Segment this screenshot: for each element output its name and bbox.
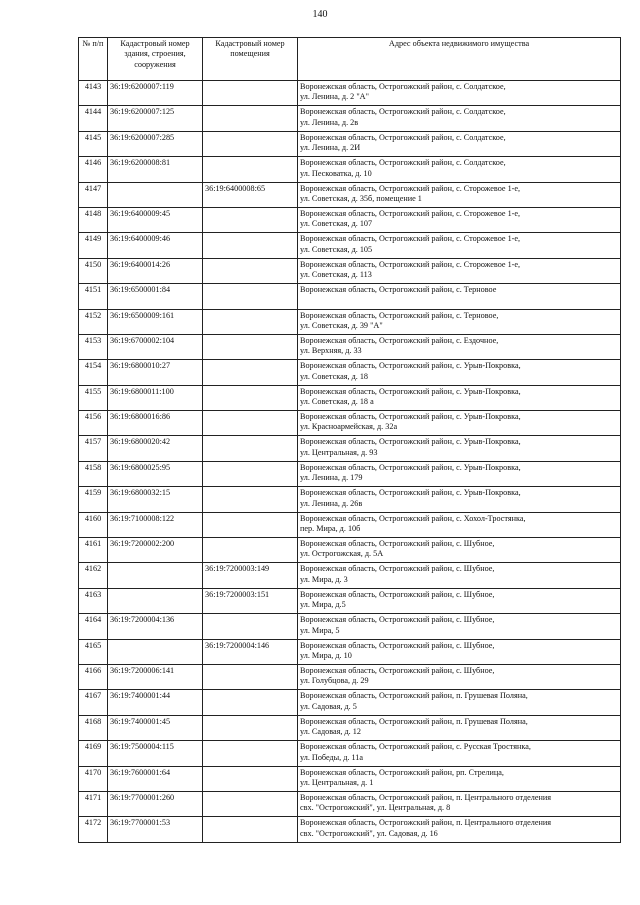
object-address — [298, 791, 621, 816]
row-number: 4143 — [79, 81, 108, 106]
object-address — [298, 233, 621, 258]
building-cadastral-number: 36:19:7200004:136 — [108, 614, 203, 639]
address-line-2: ул. Ленина, д. 2И — [300, 143, 361, 153]
row-number: 4156 — [79, 411, 108, 436]
building-cadastral-number — [108, 588, 203, 613]
address-line-2: ул. Советская, д. 18 а — [300, 397, 374, 407]
row-number: 4151 — [79, 284, 108, 309]
object-address — [298, 385, 621, 410]
table-row — [79, 538, 621, 563]
object-address — [298, 207, 621, 232]
table-row — [79, 233, 621, 258]
row-number: 4170 — [79, 766, 108, 791]
address-line-1: Воронежская область, Острогожский район, с. Урыв-Покровка, — [300, 462, 521, 472]
premises-cadastral-number — [203, 791, 298, 816]
address-line-1: Воронежская область, Острогожский район, с. Терновое, — [300, 310, 499, 320]
premises-cadastral-number: 36:19:7200004:146 — [203, 639, 298, 664]
row-number: 4159 — [79, 487, 108, 512]
building-cadastral-number: 36:19:6800032:15 — [108, 487, 203, 512]
table-row — [79, 207, 621, 232]
address-line-2: ул. Верхняя, д. 33 — [300, 346, 362, 356]
table-row — [79, 131, 621, 156]
object-address — [298, 411, 621, 436]
address-line-1: Воронежская область, Острогожский район, с. Сторожевое 1-е, — [300, 259, 521, 269]
row-number: 4148 — [79, 207, 108, 232]
address-line-1: Воронежская область, Острогожский район, с. Солдатское, — [300, 158, 506, 168]
row-number: 4163 — [79, 588, 108, 613]
building-cadastral-number: 36:19:6400014:26 — [108, 258, 203, 283]
header-building-cadastral: Кадастровый номер здания, строения, сооружения — [108, 38, 203, 81]
row-number: 4161 — [79, 538, 108, 563]
table-row — [79, 334, 621, 359]
object-address — [298, 741, 621, 766]
building-cadastral-number: 36:19:6500009:161 — [108, 309, 203, 334]
table-body — [79, 81, 621, 843]
address-line-1: Воронежская область, Острогожский район, с. Сторожевое 1-е, — [300, 183, 521, 193]
building-cadastral-number: 36:19:7400001:44 — [108, 690, 203, 715]
premises-cadastral-number — [203, 233, 298, 258]
address-line-2: ул. Ленина, д. 2 "А" — [300, 92, 369, 102]
table-header — [79, 38, 621, 81]
address-line-1: Воронежская область, Острогожский район, с. Урыв-Покровка, — [300, 361, 521, 371]
registry-table — [78, 37, 621, 843]
premises-cadastral-number — [203, 715, 298, 740]
address-line-2: ул. Мира, д. 10 — [300, 651, 352, 660]
address-line-1: Воронежская область, Острогожский район, с. Солдатское, — [300, 82, 506, 91]
premises-cadastral-number — [203, 157, 298, 182]
premises-cadastral-number — [203, 487, 298, 512]
premises-cadastral-number — [203, 81, 298, 106]
premises-cadastral-number — [203, 538, 298, 563]
address-line-1: Воронежская область, Острогожский район, с. Солдатское, — [300, 132, 506, 142]
premises-cadastral-number — [203, 360, 298, 385]
premises-cadastral-number — [203, 461, 298, 486]
building-cadastral-number: 36:19:6200007:119 — [108, 81, 203, 106]
address-line-1: Воронежская область, Острогожский район, с. Сторожевое 1-е, — [300, 208, 521, 218]
table-row — [79, 106, 621, 131]
row-number: 4162 — [79, 563, 108, 588]
object-address — [298, 258, 621, 283]
table-row — [79, 81, 621, 106]
table-row — [79, 741, 621, 766]
table-row — [79, 817, 621, 842]
premises-cadastral-number — [203, 817, 298, 842]
table-row — [79, 791, 621, 816]
address-line-1: Воронежская область, Острогожский район, с. Урыв-Покровка, — [300, 488, 521, 498]
address-line-1: Воронежская область, Острогожский район, с. Урыв-Покровка, — [300, 437, 521, 447]
building-cadastral-number: 36:19:7200002:200 — [108, 538, 203, 563]
table-row — [79, 766, 621, 791]
address-line-1: Воронежская область, Острогожский район, с. Урыв-Покровка, — [300, 386, 521, 396]
table-row — [79, 436, 621, 461]
object-address — [298, 639, 621, 664]
table-row — [79, 182, 621, 207]
building-cadastral-number: 36:19:6800010:27 — [108, 360, 203, 385]
address-line-2: ул. Мира, 5 — [300, 625, 340, 635]
row-number: 4166 — [79, 664, 108, 689]
table-row — [79, 309, 621, 334]
building-cadastral-number: 36:19:7700001:260 — [108, 791, 203, 816]
address-line-1: Воронежская область, Острогожский район, с. Ездочное, — [300, 335, 499, 345]
table-row — [79, 715, 621, 740]
row-number: 4169 — [79, 741, 108, 766]
row-number: 4171 — [79, 791, 108, 816]
building-cadastral-number — [108, 563, 203, 588]
premises-cadastral-number — [203, 411, 298, 436]
premises-cadastral-number — [203, 258, 298, 283]
address-line-2: ул. Советская, д. 35б, помещение 1 — [300, 193, 422, 203]
row-number: 4158 — [79, 461, 108, 486]
address-line-1: Воронежская область, Острогожский район, с. Терновое — [300, 285, 497, 295]
address-line-2: ул. Центральная, д. 1 — [300, 777, 374, 787]
row-number: 4164 — [79, 614, 108, 639]
row-number: 4149 — [79, 233, 108, 258]
table-row — [79, 157, 621, 182]
table-row — [79, 360, 621, 385]
object-address — [298, 131, 621, 156]
address-line-2: ул. Советская, д. 39 "А" — [300, 320, 383, 330]
building-cadastral-number: 36:19:7100008:122 — [108, 512, 203, 537]
table-row — [79, 639, 621, 664]
premises-cadastral-number — [203, 106, 298, 131]
address-line-1: Воронежская область, Острогожский район, с. Урыв-Покровка, — [300, 412, 521, 422]
premises-cadastral-number — [203, 766, 298, 791]
premises-cadastral-number — [203, 207, 298, 232]
address-line-2: ул. Ленина, д. 2в — [300, 117, 359, 127]
object-address — [298, 715, 621, 740]
object-address — [298, 182, 621, 207]
building-cadastral-number: 36:19:7500004:115 — [108, 741, 203, 766]
building-cadastral-number: 36:19:7700001:53 — [108, 817, 203, 842]
table-row — [79, 284, 621, 309]
address-line-2: свх. "Острогожский", ул. Садовая, д. 16 — [300, 828, 438, 838]
building-cadastral-number: 36:19:6700002:104 — [108, 334, 203, 359]
address-line-2: ул. Красноармейская, д. 32а — [300, 422, 398, 432]
premises-cadastral-number — [203, 741, 298, 766]
row-number: 4172 — [79, 817, 108, 842]
building-cadastral-number: 36:19:6800011:100 — [108, 385, 203, 410]
row-number: 4152 — [79, 309, 108, 334]
row-number: 4168 — [79, 715, 108, 740]
header-row — [79, 38, 621, 81]
building-cadastral-number: 36:19:6800025:95 — [108, 461, 203, 486]
address-line-2: ул. Ленина, д. 179 — [300, 473, 363, 483]
row-number: 4144 — [79, 106, 108, 131]
table-row — [79, 258, 621, 283]
premises-cadastral-number — [203, 131, 298, 156]
row-number: 4165 — [79, 639, 108, 664]
address-line-2: ул. Мира, д. 3 — [300, 574, 348, 584]
page-number: 140 — [312, 9, 328, 20]
address-line-1: Воронежская область, Острогожский район, с. Русская Тростянка, — [300, 742, 531, 752]
table-row — [79, 512, 621, 537]
building-cadastral-number: 36:19:7400001:45 — [108, 715, 203, 740]
object-address — [298, 766, 621, 791]
address-line-2: ул. Советская, д. 18 — [300, 371, 369, 381]
premises-cadastral-number: 36:19:6400008:65 — [203, 182, 298, 207]
object-address — [298, 538, 621, 563]
object-address — [298, 157, 621, 182]
building-cadastral-number — [108, 639, 203, 664]
object-address — [298, 690, 621, 715]
building-cadastral-number: 36:19:6200007:285 — [108, 131, 203, 156]
table-row — [79, 690, 621, 715]
address-line-2: пер. Мира, д. 10б — [300, 524, 361, 534]
premises-cadastral-number — [203, 512, 298, 537]
object-address — [298, 334, 621, 359]
premises-cadastral-number — [203, 664, 298, 689]
object-address — [298, 461, 621, 486]
premises-cadastral-number — [203, 385, 298, 410]
address-line-1: Воронежская область, Острогожский район, с. Шубное, — [300, 640, 495, 650]
building-cadastral-number: 36:19:6800020:42 — [108, 436, 203, 461]
address-line-2: свх. "Острогожский", ул. Центральная, д. 8 — [300, 803, 451, 813]
table-row — [79, 664, 621, 689]
address-line-2: ул. Мира, д.5 — [300, 600, 346, 610]
address-line-1: Воронежская область, Острогожский район, с. Хохол-Тростянка, — [300, 513, 526, 523]
building-cadastral-number: 36:19:6200007:125 — [108, 106, 203, 131]
building-cadastral-number: 36:19:6400009:45 — [108, 207, 203, 232]
object-address — [298, 487, 621, 512]
building-cadastral-number: 36:19:6400009:46 — [108, 233, 203, 258]
address-line-1: Воронежская область, Острогожский район, с. Шубное, — [300, 589, 495, 599]
object-address — [298, 360, 621, 385]
premises-cadastral-number — [203, 690, 298, 715]
address-line-2: ул. Песковатка, д. 10 — [300, 168, 372, 178]
table-row — [79, 385, 621, 410]
address-line-1: Воронежская область, Острогожский район, с. Шубное, — [300, 564, 495, 574]
building-cadastral-number: 36:19:6800016:86 — [108, 411, 203, 436]
address-line-1: Воронежская область, Острогожский район, п. Грушевая Поляна, — [300, 716, 528, 726]
building-cadastral-number: 36:19:7600001:64 — [108, 766, 203, 791]
table-row — [79, 487, 621, 512]
premises-cadastral-number: 36:19:7200003:151 — [203, 588, 298, 613]
object-address — [298, 563, 621, 588]
table-row — [79, 614, 621, 639]
address-line-2: ул. Советская, д. 105 — [300, 244, 373, 254]
address-line-1: Воронежская область, Острогожский район, с. Сторожевое 1-е, — [300, 234, 521, 244]
premises-cadastral-number — [203, 309, 298, 334]
row-number: 4147 — [79, 182, 108, 207]
row-number: 4153 — [79, 334, 108, 359]
table-row — [79, 411, 621, 436]
address-line-2: ул. Голубцова, д. 29 — [300, 676, 369, 686]
address-line-2: ул. Советская, д. 107 — [300, 219, 373, 229]
row-number: 4145 — [79, 131, 108, 156]
row-number: 4150 — [79, 258, 108, 283]
address-line-2: ул. Центральная, д. 93 — [300, 447, 378, 457]
header-address: Адрес объекта недвижимого имущества — [298, 38, 621, 81]
address-line-1: Воронежская область, Острогожский район, п. Грушевая Поляна, — [300, 691, 528, 701]
object-address — [298, 614, 621, 639]
address-line-2: ул. Победы, д. 11а — [300, 752, 364, 762]
object-address — [298, 588, 621, 613]
header-premises-cadastral: Кадастровый номер помещения — [203, 38, 298, 81]
row-number: 4154 — [79, 360, 108, 385]
premises-cadastral-number — [203, 436, 298, 461]
address-line-2: ул. Острогожская, д. 5А — [300, 549, 384, 559]
building-cadastral-number: 36:19:6500001:84 — [108, 284, 203, 309]
object-address — [298, 284, 621, 309]
object-address — [298, 664, 621, 689]
premises-cadastral-number — [203, 334, 298, 359]
building-cadastral-number: 36:19:7200006:141 — [108, 664, 203, 689]
address-line-1: Воронежская область, Острогожский район, п. Центрального отделения — [300, 792, 552, 802]
object-address — [298, 81, 621, 106]
address-line-1: Воронежская область, Острогожский район, п. Центрального отделения — [300, 818, 552, 828]
address-line-1: Воронежская область, Острогожский район, с. Шубное, — [300, 539, 495, 549]
premises-cadastral-number — [203, 284, 298, 309]
object-address — [298, 436, 621, 461]
premises-cadastral-number: 36:19:7200003:149 — [203, 563, 298, 588]
address-line-1: Воронежская область, Острогожский район, с. Шубное, — [300, 615, 495, 625]
address-line-2: ул. Садовая, д. 12 — [300, 727, 361, 737]
address-line-2: ул. Садовая, д. 5 — [300, 701, 357, 711]
row-number: 4155 — [79, 385, 108, 410]
header-num: № п/п — [79, 38, 108, 81]
table-row — [79, 461, 621, 486]
object-address — [298, 106, 621, 131]
object-address — [298, 512, 621, 537]
address-line-1: Воронежская область, Острогожский район, с. Шубное, — [300, 665, 495, 675]
address-line-2: ул. Советская, д. 113 — [300, 270, 372, 280]
table-row — [79, 563, 621, 588]
object-address — [298, 309, 621, 334]
table-row — [79, 588, 621, 613]
address-line-2: ул. Ленина, д. 26в — [300, 498, 363, 508]
object-address — [298, 817, 621, 842]
building-cadastral-number — [108, 182, 203, 207]
address-line-1: Воронежская область, Острогожский район, с. Солдатское, — [300, 107, 506, 117]
premises-cadastral-number — [203, 614, 298, 639]
row-number: 4160 — [79, 512, 108, 537]
address-line-1: Воронежская область, Острогожский район, рп. Стрелица, — [300, 767, 504, 777]
row-number: 4146 — [79, 157, 108, 182]
row-number: 4157 — [79, 436, 108, 461]
row-number: 4167 — [79, 690, 108, 715]
building-cadastral-number: 36:19:6200008:81 — [108, 157, 203, 182]
